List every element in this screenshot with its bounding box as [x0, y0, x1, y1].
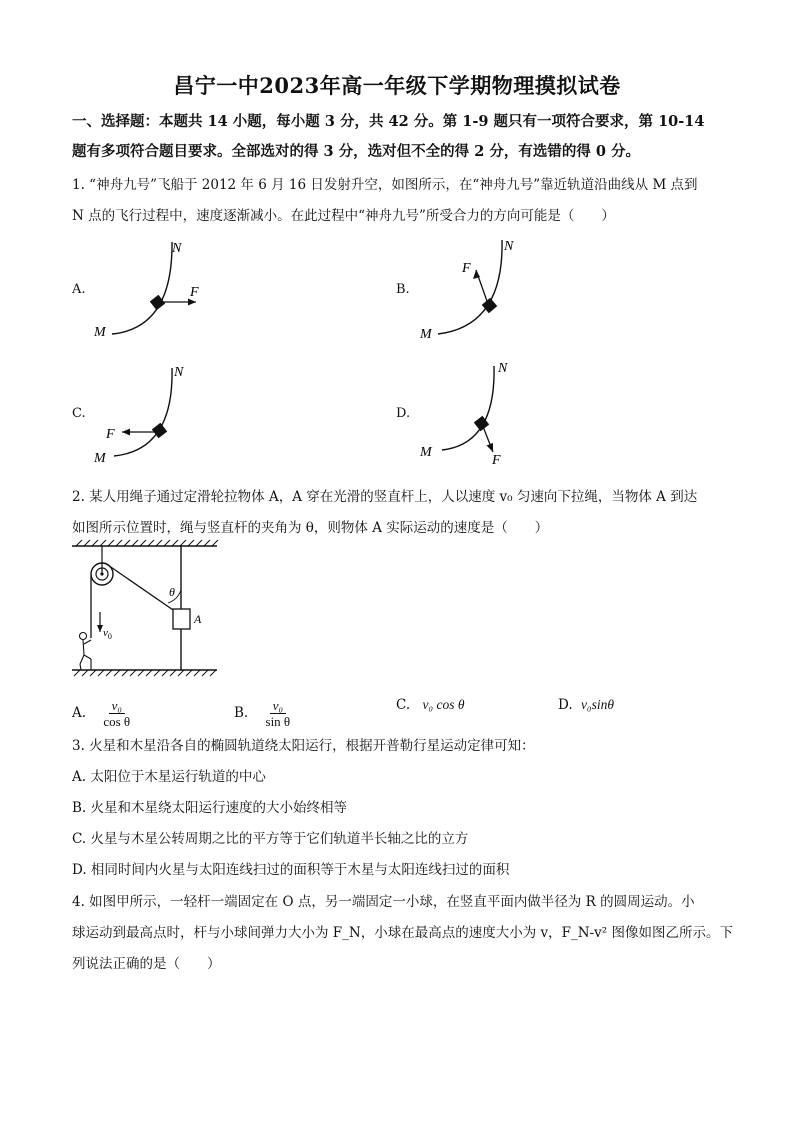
- force-label: F: [106, 427, 115, 442]
- q2-stem-line2: 如图所示位置时，绳与竖直杆的夹角为 θ，则物体 A 实际运动的速度是（ ）: [72, 520, 549, 536]
- point-m-label: M: [94, 451, 106, 466]
- force-label: F: [190, 285, 199, 300]
- q1-option-a-diagram: [88, 236, 218, 346]
- q4-stem-line3: 列说法正确的是（ ）: [72, 956, 221, 972]
- force-label: F: [462, 261, 471, 276]
- point-m-label: M: [94, 325, 106, 340]
- point-m-label: M: [420, 445, 432, 460]
- q2-stem-line1: 2. 某人用绳子通过定滑轮拉物体 A，A 穿在光滑的竖直杆上，人以速度 v₀ 匀速向下拉绳，当物体 A 到达: [72, 489, 698, 505]
- q1-option-a-label: A.: [72, 282, 86, 297]
- page-title: 昌宁一中2023年高一年级下学期物理摸拟试卷: [173, 73, 621, 98]
- q2-option-d: D. v₀sinθ: [558, 697, 615, 713]
- q2-option-a: A. $\frac{\text{v₀}}{\text{cos θ}}$: [72, 698, 133, 729]
- point-n-label: N: [172, 241, 182, 256]
- point-n-label: N: [498, 361, 508, 376]
- q1-option-c-diagram: [88, 362, 218, 470]
- trajectory-curve: [438, 240, 502, 334]
- point-m-label: M: [420, 327, 432, 342]
- rope-slanted: [105, 563, 176, 612]
- person-figure: [80, 633, 92, 671]
- velocity-label: $v_0$: [103, 627, 112, 641]
- section-instructions-line2: 题有多项符合题目要求。全部选对的得 3 分，选对但不全的得 2 分，有选错的得 0 分。: [72, 143, 641, 160]
- q2-option-c: C. v₀ cos θ: [396, 697, 465, 713]
- angle-label: θ: [169, 585, 175, 599]
- floor-hatching: [74, 670, 216, 676]
- q1-option-d-label: D.: [396, 406, 411, 421]
- q2-pulley-diagram: [72, 538, 222, 686]
- q3-option-b: B. 火星和木星绕太阳运行速度的大小始终相等: [72, 800, 348, 816]
- q1-option-b-label: B.: [396, 282, 410, 297]
- q1-stem-line1: 1. “神舟九号”飞船于 2012 年 6 月 16 日发射升空，如图所示，在“神舟九号”靠近轨道沿曲线从 M 点到: [72, 177, 698, 193]
- section-instructions-line1: 一、选择题：本题共 14 小题，每小题 3 分，共 42 分。第 1-9 题只有一项符合要求，第 10-14: [72, 113, 705, 130]
- block-a: [173, 609, 190, 629]
- force-label: F: [492, 453, 501, 468]
- q3-option-c: C. 火星与木星公转周期之比的平方等于它们轨道半长轴之比的立方: [72, 831, 469, 847]
- q2-option-b-fraction: $\frac{\text{v₀}}{\text{sin θ}}$: [265, 698, 291, 729]
- q1-option-d-diagram: [412, 360, 542, 472]
- q1-stem-line2: N 点的飞行过程中，速度逐渐减小。在此过程中“神舟九号”所受合力的方向可能是（ ）: [72, 208, 615, 224]
- trajectory-curve: [112, 242, 172, 334]
- q4-stem-line1: 4. 如图甲所示，一轻杆一端固定在 O 点，另一端固定一小球，在竖直平面内做半径为 R 的圆周运动。小: [72, 894, 695, 910]
- q3-stem: 3. 火星和木星沿各自的椭圆轨道绕太阳运行，根据开普勒行星运动定律可知：: [72, 738, 535, 754]
- q2-option-b: B. $\frac{\text{v₀}}{\text{sin θ}}$: [234, 698, 293, 729]
- trajectory-curve: [114, 368, 172, 456]
- q1-option-c-label: C.: [72, 406, 86, 421]
- q2-option-a-fraction: $\frac{\text{v₀}}{\text{cos θ}}$: [103, 698, 131, 729]
- q1-option-b-diagram: [412, 234, 542, 346]
- q3-option-a: A. 太阳位于木星运行轨道的中心: [72, 769, 266, 785]
- point-n-label: N: [174, 365, 184, 380]
- q3-option-d: D. 相同时间内火星与太阳连线扫过的面积等于木星与太阳连线扫过的面积: [72, 862, 510, 878]
- q4-stem-line2: 球运动到最高点时，杆与小球间弹力大小为 F_N，小球在最高点的速度大小为 v，F_N-v² 图像如图乙所示。下: [72, 925, 733, 941]
- block-a-label: A: [194, 612, 202, 626]
- point-n-label: N: [504, 239, 514, 254]
- trajectory-curve: [442, 366, 494, 450]
- ceiling-hatching: [76, 540, 218, 546]
